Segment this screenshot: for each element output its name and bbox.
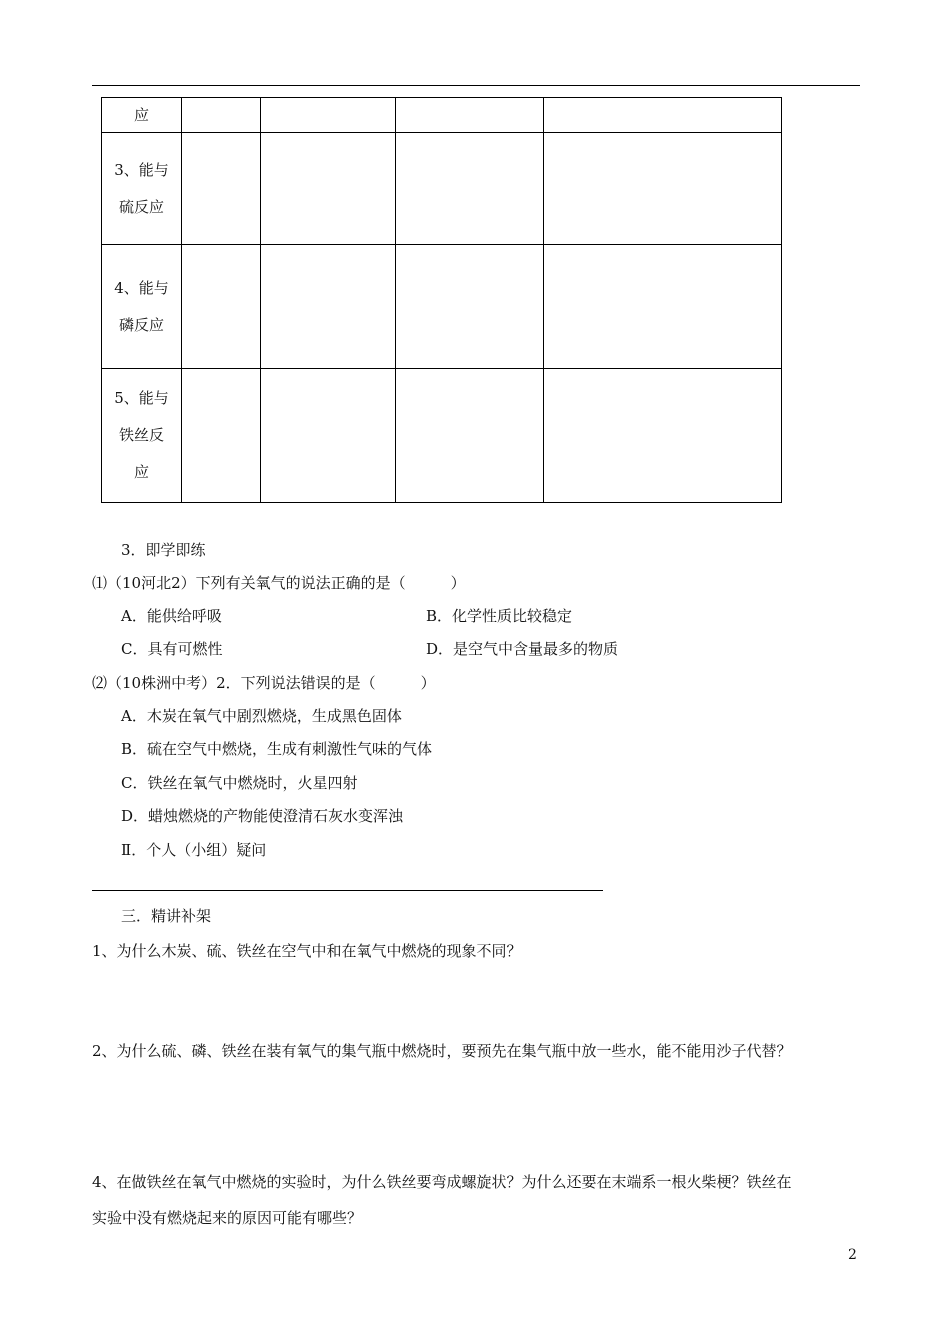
question-1-stem: ⑴（10河北2）下列有关氧气的说法正确的是（ ） [92,574,466,592]
practice-heading: 3．即学即练 [121,541,206,559]
table-row [102,133,782,245]
row-label [102,369,182,503]
q1-option-a: A．能供给呼吸 [121,607,222,625]
q1-option-c: C．具有可燃性 [121,640,223,658]
question-why-1: 1、为什么木炭、硫、铁丝在空气中和在氧气中燃烧的现象不同？ [92,942,522,960]
table-cell [182,98,261,133]
table-cell [396,133,544,245]
label-line: 硫反应 [118,197,164,216]
table-cell [182,133,261,245]
answer-line [92,890,603,891]
table-cell [544,98,782,133]
q2-option-a: A．木炭在氧气中剧烈燃烧，生成黑色固体 [121,707,402,725]
table-row [102,245,782,369]
row-label [102,245,182,369]
question-why-4-line-2: 实验中没有燃烧起来的原因可能有哪些？ [92,1209,363,1227]
label-line: 磷反应 [118,315,164,334]
row-label [102,133,182,245]
table-cell [182,369,261,503]
header-rule [92,85,860,86]
table-cell [544,245,782,369]
q2-option-c: C．铁丝在氧气中燃烧时，火星四射 [121,774,358,792]
label-line: 5、能与 [114,389,169,407]
row-label [102,98,182,133]
q2-option-b: B．硫在空气中燃烧，生成有刺激性气味的气体 [121,740,433,758]
table-cell [261,369,396,503]
reaction-table [101,97,782,503]
q1-option-d: D．是空气中含量最多的物质 [426,640,619,658]
doubt-heading: Ⅱ．个人（小组）疑问 [121,841,267,859]
table-cell [396,98,544,133]
label-line: 3、能与 [114,160,169,179]
label-line: 应 [133,106,149,124]
question-why-4-line-1: 4、在做铁丝在氧气中燃烧的实验时，为什么铁丝要弯成螺旋状？为什么还要在末端系一根火柴梗？铁丝在 [92,1173,792,1191]
table-cell [396,369,544,503]
q1-option-b: B．化学性质比较稳定 [426,607,573,625]
label-line: 4、能与 [114,278,169,297]
table-cell [261,245,396,369]
section-3-heading: 三．精讲补架 [121,907,212,925]
table-cell [182,245,261,369]
table-row [102,369,782,503]
table-cell [544,369,782,503]
label-line: 铁丝反 [118,426,164,444]
table-cell [396,245,544,369]
question-why-2: 2、为什么硫、磷、铁丝在装有氧气的集气瓶中燃烧时，要预先在集气瓶中放一些水，能不能用沙子代替？ [92,1042,792,1060]
table-cell [544,133,782,245]
table-cell [261,133,396,245]
table-row [102,98,782,133]
question-2-stem: ⑵（10株洲中考）2．下列说法错误的是（ ） [92,674,436,692]
page-number: 2 [848,1247,857,1263]
label-line: 应 [133,463,149,481]
table-cell [261,98,396,133]
q2-option-d: D．蜡烛燃烧的产物能使澄清石灰水变浑浊 [121,807,404,825]
